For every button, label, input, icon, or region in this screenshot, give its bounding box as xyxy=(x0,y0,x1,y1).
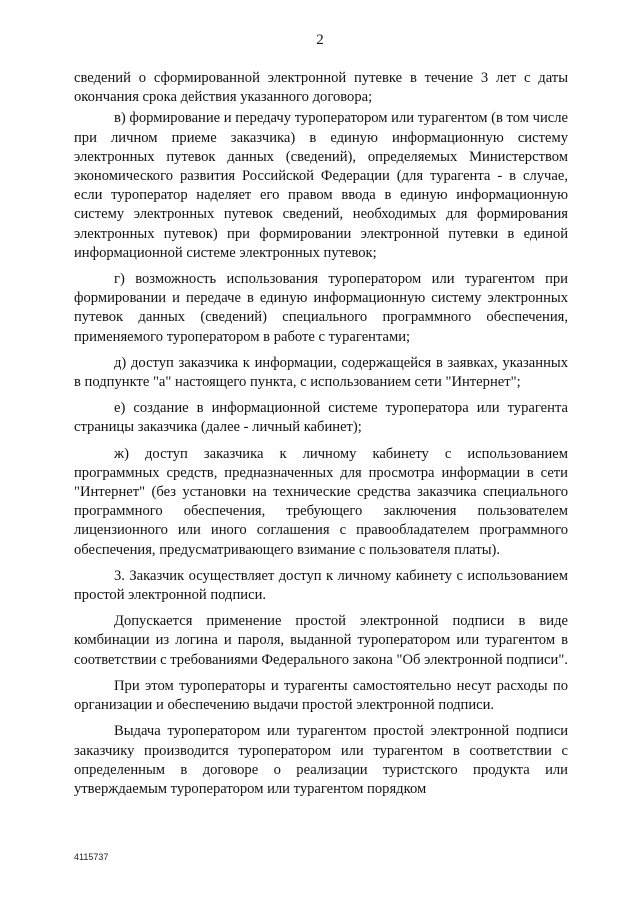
paragraph-issuance: Выдача туроператором или турагентом простой электронной подписи заказчику производится туроператором или турагентом в соответствии с определенным в договоре о реализации туристского продукта или утверждаемым туроператором или турагентом порядком xyxy=(74,723,568,797)
paragraph-item-d: д) доступ заказчика к информации, содержащейся в заявках, указанных в подпункте "а" настоящего пункта, с использованием сети "Интернет"; xyxy=(74,354,568,391)
paragraph-item-v: в) формирование и передачу туроператором или турагентом (в том числе при личном приеме заказчика) в единую информационную систему электронных путевок данных (сведений), определяемых Министерством экономического развития Российской Федерации (для турагента - в случае, если туроператор наделяет его правом ввода в единую информационную систему электронных путевок сведений, необходимых для формирования электронных путевок) при формировании электронной путевки в единой информационной системе электронных путевок; xyxy=(74,110,569,261)
paragraph-section-3: 3. Заказчик осуществляет доступ к личному кабинету с использованием простой электронной подписи. xyxy=(74,567,568,604)
page-number: 2 xyxy=(316,32,324,48)
paragraph-expenses: При этом туроператоры и турагенты самостоятельно несут расходы по организации и обеспечению выдачи простой электронной подписи. xyxy=(74,677,568,714)
paragraph-item-g: г) возможность использования туроператором или турагентом при формировании и передаче в единую информационную систему электронных путевок данных (сведений) специального программного обеспечения, применяемого туроператором в работе с турагентами; xyxy=(74,271,568,345)
document-code: 4115737 xyxy=(74,852,109,862)
paragraph-item-e: е) создание в информационной системе туроператора или турагента страницы заказчика (далее - личный кабинет); xyxy=(74,400,568,436)
paragraph-continuation: сведений о сформированной электронной путевке в течение 3 лет с даты окончания срока действия указанного договора; xyxy=(74,70,568,106)
paragraph-item-zh: ж) доступ заказчика к личному кабинету с использованием программных средств, предназначенных для просмотра информации в сети "Интернет" (без установки на технические средства заказчика специального программного обеспечения, требующего заключения пользователем лицензионного или иного соглашения с правообладателем программного обеспечения, предусматривающего взимание с пользователя платы). xyxy=(74,445,568,558)
document-body xyxy=(74,69,568,806)
paragraph-login-password: Допускается применение простой электронной подписи в виде комбинации из логина и пароля, выданной туроператором или турагентом в соответствии с требованиями Федерального закона "Об электронной подписи". xyxy=(74,613,568,668)
